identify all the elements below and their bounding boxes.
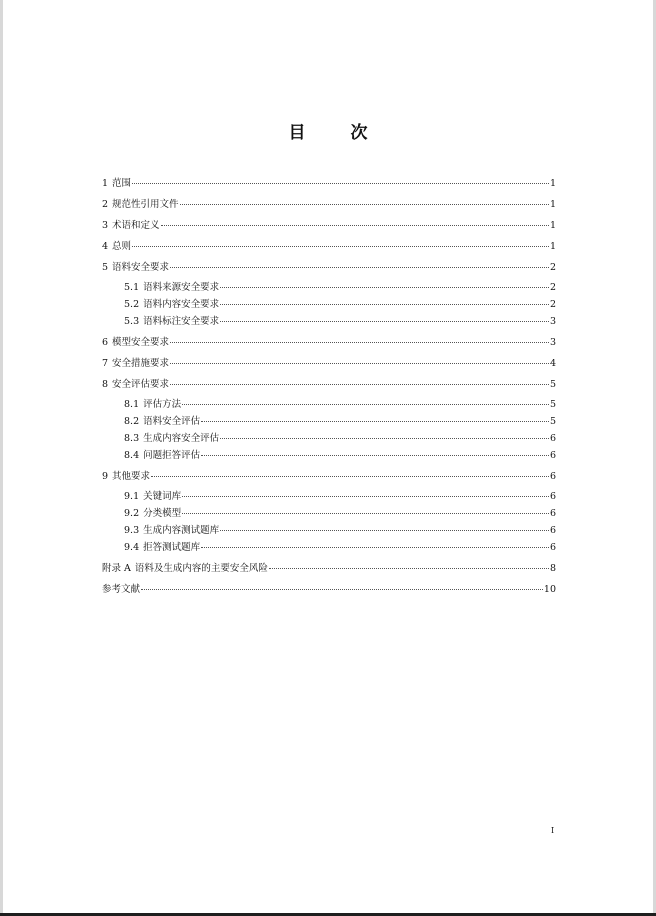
toc-entry-page: 6	[549, 508, 556, 519]
footer-page-number: I	[551, 826, 555, 835]
toc-entry[interactable]	[102, 470, 556, 484]
toc-entry-label: 拒答测试题库	[143, 542, 201, 553]
toc-entry[interactable]	[102, 219, 556, 233]
toc-entry-page: 8	[549, 563, 556, 574]
toc-leader-dots	[201, 421, 549, 422]
toc-entry-number: 8.4	[124, 450, 140, 461]
toc-leader-dots	[182, 404, 549, 405]
toc-entry-label: 规范性引用文件	[112, 199, 179, 210]
toc-entry-number: 9.2	[124, 508, 140, 519]
toc-entry-page: 1	[549, 220, 556, 231]
toc-entry[interactable]	[102, 336, 556, 350]
toc-entry[interactable]	[102, 507, 556, 521]
toc-entry-number: 8.3	[124, 433, 140, 444]
toc-entry-page: 6	[549, 542, 556, 553]
toc-entry-label: 语料安全评估	[143, 416, 201, 427]
toc-leader-dots	[201, 547, 549, 548]
toc-leader-dots	[161, 225, 549, 226]
toc-entry-page: 3	[549, 316, 556, 327]
toc-leader-dots	[220, 321, 549, 322]
toc-entry-page: 2	[549, 282, 556, 293]
toc-entry-number: 5.1	[124, 282, 140, 293]
toc-entry-number: 附录 A	[102, 563, 131, 574]
toc-entry[interactable]	[102, 415, 556, 429]
toc-entry-label: 关键词库	[143, 491, 182, 502]
toc-leader-dots	[182, 513, 549, 514]
toc-entry-label: 其他要求	[112, 471, 151, 482]
toc-entry[interactable]	[102, 583, 556, 597]
toc-entry[interactable]	[102, 281, 556, 295]
toc-leader-dots	[220, 287, 549, 288]
toc-leader-dots	[141, 589, 543, 590]
toc-leader-dots	[180, 204, 549, 205]
toc-entry-page: 1	[549, 178, 556, 189]
page-title: 目 次	[288, 123, 382, 143]
toc-entry[interactable]	[102, 449, 556, 463]
toc-entry[interactable]	[102, 541, 556, 555]
toc-entry[interactable]	[102, 261, 556, 275]
toc-entry-page: 6	[549, 433, 556, 444]
toc-leader-dots	[170, 384, 549, 385]
toc-entry-label: 评估方法	[143, 399, 182, 410]
toc-entry-page: 2	[549, 262, 556, 273]
toc-entry-page: 6	[549, 450, 556, 461]
toc-leader-dots	[170, 342, 549, 343]
toc-entry-label: 模型安全要求	[112, 337, 170, 348]
toc-entry-label: 语料内容安全要求	[143, 299, 220, 310]
toc-entry[interactable]	[102, 524, 556, 538]
toc-entry-label: 范围	[112, 178, 132, 189]
toc-entry-number: 9.1	[124, 491, 140, 502]
toc-entry-page: 5	[549, 416, 556, 427]
toc-entry[interactable]	[102, 198, 556, 212]
toc-entry-label: 语料安全要求	[112, 262, 170, 273]
toc-entry[interactable]	[102, 357, 556, 371]
toc-entry-number: 6	[102, 337, 109, 348]
toc-leader-dots	[151, 476, 549, 477]
toc-entry-page: 5	[549, 379, 556, 390]
toc-entry-number: 5.3	[124, 316, 140, 327]
toc-entry-page: 1	[549, 199, 556, 210]
toc-entry-label: 语料及生成内容的主要安全风险	[134, 563, 268, 574]
toc-entry-number: 9.3	[124, 525, 140, 536]
toc-leader-dots	[220, 304, 549, 305]
toc-entry-number: 9	[102, 471, 109, 482]
toc-entry-page: 4	[549, 358, 556, 369]
toc-leader-dots	[201, 455, 549, 456]
toc-leader-dots	[132, 246, 549, 247]
toc-entry-label: 安全措施要求	[112, 358, 170, 369]
toc-leader-dots	[132, 183, 549, 184]
toc-leader-dots	[182, 496, 549, 497]
toc-entry-label: 生成内容测试题库	[143, 525, 220, 536]
toc-leader-dots	[170, 267, 549, 268]
toc-entry[interactable]	[102, 398, 556, 412]
toc-entry[interactable]	[102, 298, 556, 312]
toc-entry-label: 总则	[112, 241, 132, 252]
toc-entry[interactable]	[102, 315, 556, 329]
toc-entry-number: 7	[102, 358, 109, 369]
toc-entry-label: 语料标注安全要求	[143, 316, 220, 327]
table-of-contents	[102, 173, 556, 597]
toc-entry[interactable]	[102, 177, 556, 191]
toc-leader-dots	[170, 363, 549, 364]
toc-entry-page: 6	[549, 491, 556, 502]
toc-entry-page: 5	[549, 399, 556, 410]
toc-entry-number: 5	[102, 262, 109, 273]
toc-leader-dots	[220, 530, 549, 531]
toc-entry-label: 术语和定义	[112, 220, 160, 231]
toc-entry[interactable]	[102, 562, 556, 576]
toc-entry-page: 6	[549, 525, 556, 536]
toc-entry-number: 9.4	[124, 542, 140, 553]
toc-entry-number: 5.2	[124, 299, 140, 310]
toc-entry-number: 8	[102, 379, 109, 390]
toc-leader-dots	[269, 568, 549, 569]
toc-entry-page: 1	[549, 241, 556, 252]
toc-entry-page: 3	[549, 337, 556, 348]
toc-entry-label: 分类模型	[143, 508, 182, 519]
toc-entry-page: 10	[543, 584, 556, 595]
toc-entry-number: 1	[102, 178, 109, 189]
toc-entry[interactable]	[102, 432, 556, 446]
toc-entry[interactable]	[102, 490, 556, 504]
toc-entry-page: 2	[549, 299, 556, 310]
toc-entry-number: 8.1	[124, 399, 140, 410]
toc-entry-page: 6	[549, 471, 556, 482]
toc-entry-label: 参考文献	[102, 584, 141, 595]
toc-entry-number: 8.2	[124, 416, 140, 427]
toc-entry[interactable]	[102, 378, 556, 392]
toc-leader-dots	[220, 438, 549, 439]
toc-entry-number: 4	[102, 241, 109, 252]
toc-entry-number: 2	[102, 199, 109, 210]
toc-entry-label: 安全评估要求	[112, 379, 170, 390]
toc-entry-number: 3	[102, 220, 109, 231]
toc-entry-label: 问题拒答评估	[143, 450, 201, 461]
toc-entry[interactable]	[102, 240, 556, 254]
toc-entry-label: 生成内容安全评估	[143, 433, 220, 444]
toc-entry-label: 语料来源安全要求	[143, 282, 220, 293]
